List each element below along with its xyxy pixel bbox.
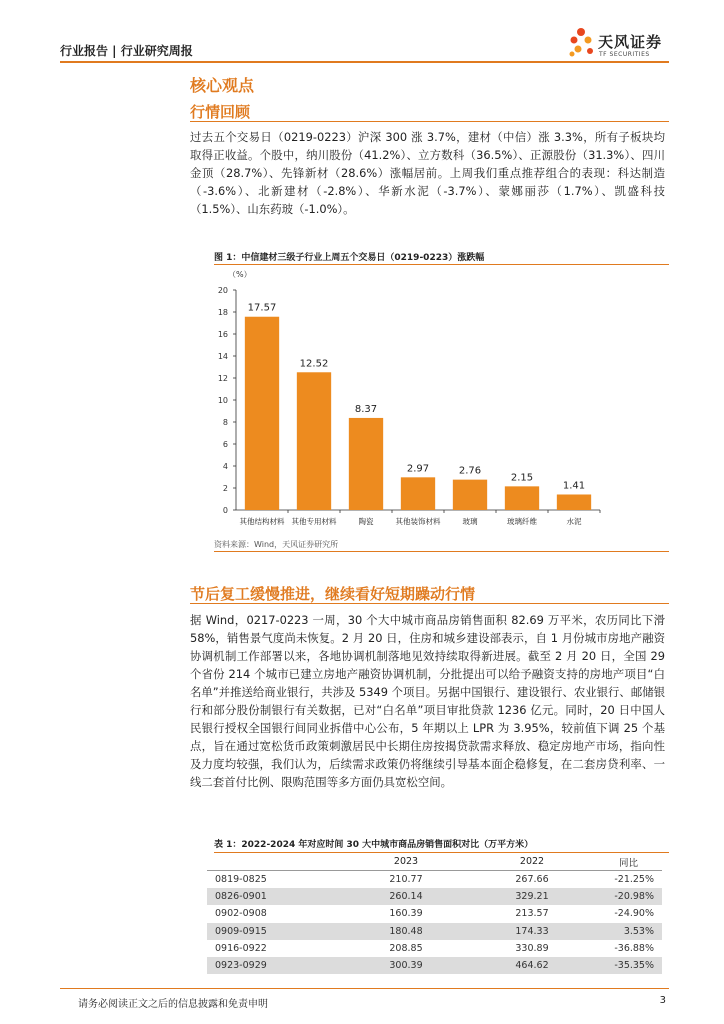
bar bbox=[349, 418, 383, 510]
y-tick-label: 8 bbox=[222, 418, 228, 427]
table-cell: 0826-0901 bbox=[207, 888, 343, 905]
table-cell: 180.48 bbox=[343, 923, 469, 940]
x-tick-label: 陶瓷 bbox=[358, 517, 374, 526]
table-cell: 267.66 bbox=[515, 874, 549, 886]
table-cell: 0909-0915 bbox=[207, 923, 343, 940]
source-divider bbox=[214, 551, 669, 552]
footer-disclaimer: 请务必阅读正文之后的信息披露和免责申明 bbox=[78, 999, 268, 1010]
x-tick-label: 其他专用材料 bbox=[291, 517, 337, 526]
y-tick-label: 10 bbox=[217, 396, 228, 405]
y-tick-label: 20 bbox=[217, 286, 228, 295]
footer-divider bbox=[60, 988, 669, 989]
bar-value-label: 2.97 bbox=[406, 463, 430, 475]
x-tick-label: 其他装饰材料 bbox=[395, 517, 441, 526]
y-tick-label: 6 bbox=[222, 440, 228, 449]
bar bbox=[401, 477, 435, 510]
logo-name: 天风证券 bbox=[598, 33, 663, 51]
table-row bbox=[207, 940, 662, 957]
header-divider bbox=[60, 61, 669, 63]
table-row bbox=[207, 888, 662, 905]
y-tick-label: 18 bbox=[217, 308, 228, 317]
y-tick-label: 0 bbox=[222, 506, 228, 515]
bar bbox=[453, 480, 487, 510]
bar-value-label: 12.52 bbox=[299, 358, 329, 370]
heading-divider bbox=[190, 121, 669, 122]
figure-source: 资料来源：Wind，天风证券研究所 bbox=[214, 540, 339, 549]
y-axis-unit-label: （%） bbox=[228, 270, 252, 279]
table-header-row bbox=[207, 853, 662, 871]
table-row bbox=[207, 871, 662, 889]
table-cell: -36.88% bbox=[614, 942, 654, 954]
x-tick-label: 玻璃纤维 bbox=[507, 517, 537, 526]
table-cell: -24.90% bbox=[614, 908, 654, 920]
table-cell: 3.53% bbox=[595, 923, 662, 940]
bar-value-label: 8.37 bbox=[354, 403, 378, 415]
logo-subtitle: TF SECURITIES bbox=[599, 51, 650, 58]
market-review-paragraph: 过去五个交易日（0219-0223）沪深 300 涨 3.7%，建材（中信）涨 3.3%，所有子板块均取得正收益。个股中，纳川股份（41.2%）、立方数科（36.5%）、正源股份（31.3%）、四川金顶（28.7%）、先锋新材（28.6%）涨幅居前。上周我们重点推荐组合的表现：科达制造（-3.6%）、北新建材（-2.8%）、华新水泥（-3.7%）、蒙娜丽莎（1.7%）、凯盛科技（1.5%）、山东药玻（-1.0%）。 bbox=[190, 130, 665, 216]
table-cell: -21.25% bbox=[614, 874, 654, 886]
table-header-cell bbox=[207, 853, 343, 871]
core-view-heading: 核心观点 bbox=[190, 76, 255, 95]
section2-paragraph: 据 Wind，0217-0223 一周，30 个大中城市商品房销售面积 82.69 万平米，农历同比下滑 58%，销售景气度尚未恢复。2 月 20 日，住房和城乡建设部表示，自 1 月份城市房地产融资协调机制工作部署以来，各地协调机制落地见效持续取得新进展。截至 2 月 20 日，全国 29 个省份 214 个城市已建立房地产融资协调机制，分批提出可以给予融资支持的房地产项目“白名单”并推送给商业银行，共涉及 5349 个项目。另据中国银行、建设银行、农业银行、邮储银行和部分股份制银行有关数据，已对“白名单”项目审批贷款 1236 亿元。同时，20 日中国人民银行授权全国银行间同业拆借中心公布，5 年期以上 LPR 为 3.95%，较前值下调 25 个基点，旨在通过宽松货币政策刺激居民中长期住房按揭贷款需求释放、稳定房地产市场，指向性及力度均较强，我们认为，后续需求政策仍将继续引导基本面企稳修复，在二套房贷利率、一线二套首付比例、限购范围等多方面仍具宽松空间。 bbox=[190, 613, 665, 789]
bar-value-label: 2.15 bbox=[510, 472, 534, 484]
table-cell: 208.85 bbox=[389, 942, 423, 954]
table-cell: -35.35% bbox=[595, 957, 662, 974]
x-tick-label: 其他结构材料 bbox=[239, 517, 285, 526]
bar-value-label: 17.57 bbox=[247, 302, 277, 314]
bar bbox=[245, 317, 279, 510]
y-tick-label: 2 bbox=[222, 484, 228, 493]
table-cell: 330.89 bbox=[515, 942, 549, 954]
table-cell: -20.98% bbox=[595, 888, 662, 905]
report-header-title: 行业报告 | 行业研究周报 bbox=[60, 44, 193, 58]
y-tick-label: 16 bbox=[217, 330, 228, 339]
x-tick-label: 水泥 bbox=[566, 517, 582, 526]
table-cell: 464.62 bbox=[469, 957, 595, 974]
table-cell: 0923-0929 bbox=[207, 957, 343, 974]
table-cell: 213.57 bbox=[515, 908, 549, 920]
table-cell: 0902-0908 bbox=[215, 908, 267, 920]
table-cell: 174.33 bbox=[469, 923, 595, 940]
table-title: 表 1：2022-2024 年对应时间 30 大中城市商品房销售面积对比（万平方米） bbox=[214, 840, 534, 850]
bar-value-label: 2.76 bbox=[458, 465, 482, 477]
table-cell: 0916-0922 bbox=[215, 942, 267, 954]
figure-title: 图 1：中信建材三级子行业上周五个交易日（0219-0223）涨跌幅 bbox=[214, 253, 485, 263]
table-cell: 160.39 bbox=[389, 908, 423, 920]
bar-chart bbox=[200, 265, 670, 535]
table-cell: 300.39 bbox=[343, 957, 469, 974]
section2-heading: 节后复工缓慢推进，继续看好短期躁动行情 bbox=[190, 585, 476, 603]
table-cell: 329.21 bbox=[469, 888, 595, 905]
bar-value-label: 1.41 bbox=[562, 480, 586, 492]
table-row bbox=[207, 905, 662, 922]
y-tick-label: 12 bbox=[217, 374, 228, 383]
bar bbox=[557, 494, 591, 510]
x-tick-label: 玻璃 bbox=[462, 517, 478, 526]
table-row bbox=[207, 923, 662, 940]
section2-divider bbox=[190, 603, 669, 604]
bar bbox=[505, 486, 539, 510]
table-row bbox=[207, 957, 662, 974]
table-header-cell: 2023 bbox=[343, 853, 469, 871]
y-tick-label: 4 bbox=[222, 462, 228, 471]
page-number: 3 bbox=[659, 995, 666, 1006]
table-cell: 0819-0825 bbox=[215, 874, 267, 886]
table-header-cell: 2022 bbox=[469, 853, 595, 871]
bar bbox=[297, 372, 331, 510]
y-tick-label: 14 bbox=[217, 352, 228, 361]
table-cell: 260.14 bbox=[343, 888, 469, 905]
market-review-heading: 行情回顾 bbox=[190, 103, 251, 121]
table-header-cell: 同比 bbox=[595, 853, 662, 871]
table-cell: 210.77 bbox=[389, 874, 423, 886]
sales-area-table bbox=[207, 853, 662, 974]
